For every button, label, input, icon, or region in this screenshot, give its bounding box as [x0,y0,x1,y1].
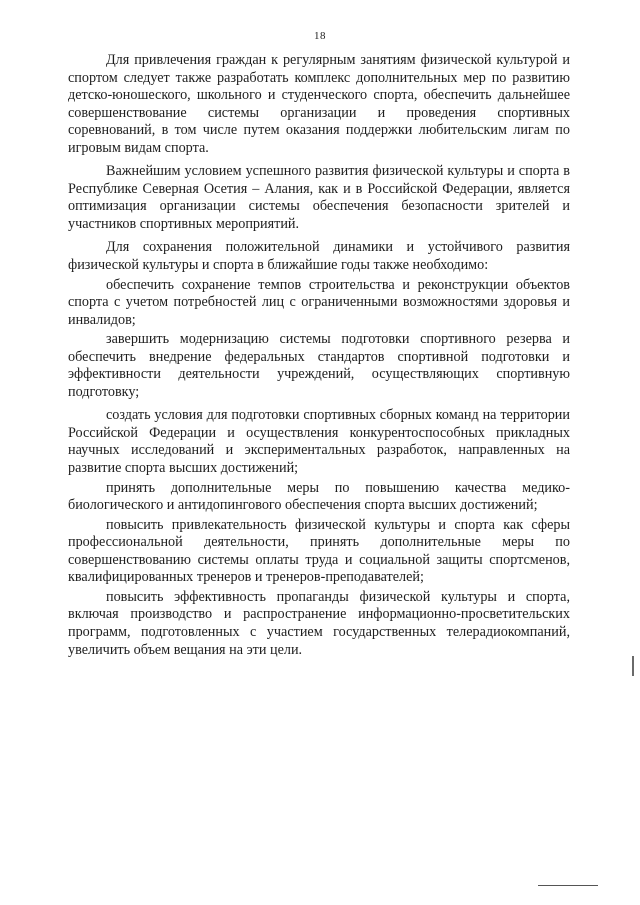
scan-edge-mark [632,656,634,676]
paragraph-priorities-intro: Для сохранения положительной динамики и устойчивого развития физической культуры и спорта в ближайшие годы также необходимо: [68,239,570,274]
document-body [68,52,570,659]
paragraph-spectator-safety: Важнейшим условием успешного развития физической культуры и спорта в Республике Северная Осетия – Алания, как и в Российской Федерации, является оптимизация организации системы обеспечения безопасности зрителей и участников спортивных мероприятий. [68,163,570,232]
page-number: 18 [314,30,326,42]
list-item-profession-appeal: повысить привлекательность физической культуры и спорта как сферы профессиональной деятельности, принять дополнительные меры по совершенствованию системы оплаты труда и социальной защиты спортсменов, квалифицированных тренеров и тренеров-преподавателей; [68,516,570,586]
list-item-national-teams: создать условия для подготовки спортивных сборных команд на территории Российской Федерации и осуществления конкурентоспособных прикладных научных исследований и экспериментальных разработок, направленных на развитие спорта высших достижений; [68,407,570,477]
list-item-sports-facilities: обеспечить сохранение темпов строительства и реконструкции объектов спорта с учетом потребностей лиц с ограниченными возможностями здоровья и инвалидов; [68,276,570,328]
footer-rule [538,885,598,886]
paragraph-youth-sport: Для привлечения граждан к регулярным занятиям физической культурой и спортом следует также разработать комплекс дополнительных мер по развитию детско-юношеского, школьного и студенческого спорта, обеспечить дальнейшее совершенствование системы организации и проведения спортивных соревнований, в том числе путем оказания поддержки любительским лигам по игровым видам спорта. [68,52,570,156]
list-item-sports-reserve: завершить модернизацию системы подготовки спортивного резерва и обеспечить внедрение федеральных стандартов спортивной подготовки и эффективности деятельности учреждений, осуществляющих спортивную подготовку; [68,331,570,400]
list-item-sport-promotion: повысить эффективность пропаганды физической культуры и спорта, включая производство и распространение информационно-просветительских программ, подготовленных с участием государственных телерадиокомпаний, увеличить объем вещания на эти цели. [68,588,570,658]
list-item-anti-doping: принять дополнительные меры по повышению качества медико-биологического и антидопингового обеспечения спорта высших достижений; [68,479,570,514]
